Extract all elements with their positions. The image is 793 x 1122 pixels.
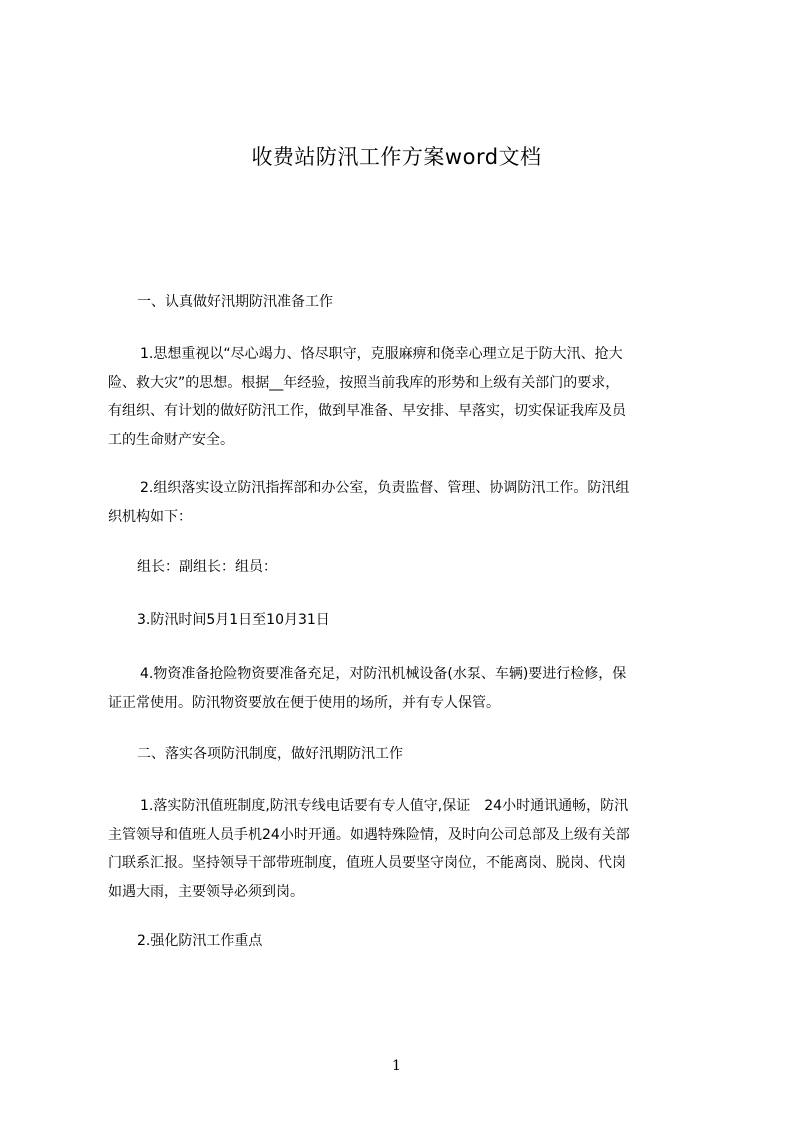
section-1-paragraph-3: 3.防汛时间5月1日至10月31日 [137,612,330,628]
paragraph-line: 主管领导和值班人员手机24小时开通。如遇特殊险情，及时向公司总部及上级有关部 [108,826,630,843]
section-2-paragraph-1 [108,792,708,906]
paragraph-line: 工的生命财产安全。 [108,431,234,448]
paragraph-line: 证正常使用。防汛物资要放在便于使用的场所，并有专人保管。 [108,694,500,711]
section-2-heading: 二、落实各项防汛制度，做好汛期防汛工作 [137,746,403,762]
section-2-paragraph-2: 2.强化防汛工作重点 [137,933,263,949]
document-title: 收费站防汛工作方案word文档 [251,145,542,169]
paragraph-line: 织机构如下： [108,508,192,525]
paragraph-line: 1.落实防汛值班制度,防汛专线电话要有专人值守,保证 24小时通讯通畅，防汛 [140,798,629,814]
paragraph-line: 有组织、有计划的做好防汛工作，做到早准备、早安排、早落实，切实保证我库及员 [108,403,626,420]
paragraph-line: 险、救大灾”的思想。根据__年经验，按照当前我库的形势和上级有关部门的要求， [108,374,620,391]
section-1-paragraph-2 [108,474,708,531]
paragraph-line: 如遇大雨，主要领导必须到岗。 [108,883,304,900]
paragraph-line: 门联系汇报。坚持领导干部带班制度，值班人员要坚守岗位，不能离岗、脱岗、代岗 [108,855,626,872]
section-1-paragraph-1 [108,340,708,454]
section-1-heading: 一、认真做好汛期防汛准备工作 [137,294,333,310]
section-1-paragraph-4 [108,660,708,717]
paragraph-line: 4.物资准备抢险物资要准备充足，对防汛机械设备(水泵、车辆)要进行检修，保 [140,666,627,682]
paragraph-line: 2.组织落实设立防汛指挥部和办公室，负责监督、管理、协调防汛工作。防汛组 [140,480,630,496]
paragraph-line: 1.思想重视以“尽心竭力、恪尽职守，克服麻痹和侥幸心理立足于防大汛、抢大 [140,346,623,362]
organization-roles: 组长：副组长：组员： [137,559,277,575]
page-number: 1 [392,1058,401,1074]
